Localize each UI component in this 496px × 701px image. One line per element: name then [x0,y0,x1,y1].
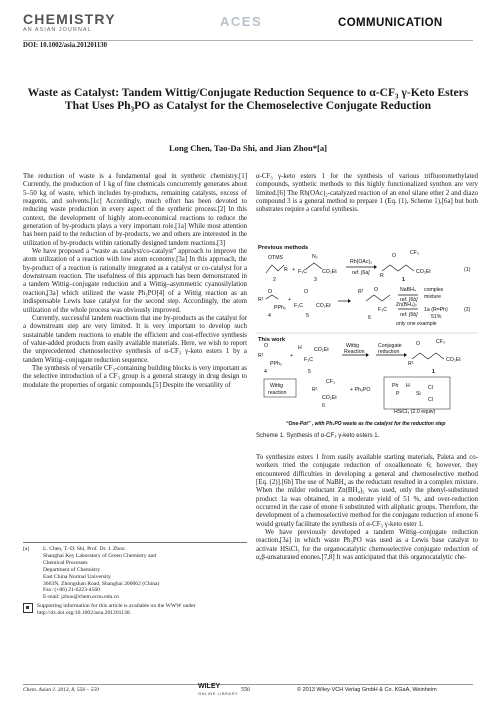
compound-number: 5 [308,369,311,375]
scheme-plus: + [288,297,292,303]
scheme-label: ref. [6b] [400,297,418,303]
scheme-label: ref. [6b] [400,312,418,318]
compound-number: 2 [273,277,276,283]
scheme-label: F₃C [298,269,308,275]
scheme-label: P [396,391,400,397]
scheme-label: reduction [378,349,400,355]
body-column-right-top [256,173,478,215]
scheme-label: O [374,287,379,293]
arrow-head [374,265,377,269]
wiley-logo[interactable]: WILEY [198,683,221,690]
footnote-marker: [a] [23,546,30,552]
scheme-label: CF₃ [326,379,336,385]
scheme-label: Wittig [270,383,283,389]
scheme-heading-this: This work [258,337,286,343]
scheme-label: F₃C [378,307,388,313]
scheme-label: Conjugate [378,343,402,349]
footnote-line: Department of Chemistry [43,566,101,573]
scheme-label: Zn(BH₄)₂ [396,302,417,308]
scheme-label: O [416,341,421,347]
compound-number: 4 [264,369,267,375]
scheme-label: R¹ [258,297,264,303]
journal-logo [23,12,163,33]
equation-number: (1) [464,267,471,273]
scheme-label: PPh₃ [270,361,282,367]
paragraph: The reduction of waste is a fundamental goal in synthetic chemistry.[1] Currently, the production of 1 kg of fine chemicals concurrently generates about 5–50 kg of waste, which includes by-products, remaining catalysts, excess of reagents, and solvents.[1c] Accordingly, much effort has been devoted to reducing waste production in every aspect of the synthetic process.[2] In this context, the development of highly atom-economical reactions to reduce the generation of by-products plays a very important role.[1a] While most attention has been paid to the reduction of by-products, we and others are interested in the utilization of by-products within rationally designed tandem reactions.[3] [23,173,247,247]
journal-name: CHEMISTRY [23,11,116,27]
footnote-line: Shanghai Key Laboratory of Green Chemistry and [43,552,157,559]
compound-number: 1 [432,369,435,375]
scheme-label: mixture [424,294,442,300]
header-rule [23,40,473,41]
journal-subtitle: AN ASIAN JOURNAL [23,27,92,33]
compound-number: 1 [402,277,405,283]
scheme-label: only one example [396,321,437,327]
scheme-label: N₂ [312,254,318,260]
structure-bond [266,295,278,299]
doi[interactable]: DOI: 10.1002/asia.201201130 [23,42,108,49]
scheme-label: R [380,273,384,279]
aces-logo: ACES [220,14,263,29]
supporting-info [23,603,247,617]
compound-number: 4 [268,313,271,319]
structure-bond [382,265,414,271]
structure-bond [366,295,390,301]
scheme-label: ref. [6a] [352,270,370,276]
scheme-label: CO₂Et [446,357,461,363]
scheme-label: R¹ [358,289,364,295]
paragraph: To synthesize esters 1 from easily available starting materials, Paleta and co-workers tried the conjugate reduction of oxoalkenoate 6; however, they encountered difficulties in developing a general and chemoselective method [Eq. (2)].[6b] The use of NaBH₄ as the reductant resulted in a complex mixture. When the milder reductant Zn(BH₄)₂ was used, only the phenyl-substituted product 1a was obtained, in a moderate yield of 51 %, and over-reduction occurred in the case of enone 6 substituted with aliphatic groups. Therefore, the development of a chemoselective method for the conjugate reduction of enone 6 would greatly facilitate the synthesis of α-CF₃ γ-keto ester 1. [256,454,478,528]
footer-copyright: © 2013 Wiley-VCH Verlag GmbH & Co. KGaA, Weinheim [297,687,437,693]
scheme-graphic [256,241,478,429]
footnote-rule [23,542,247,543]
structure-bond [306,263,322,269]
scheme-label: O [392,253,397,259]
scheme-label: F₃C [294,303,304,309]
arrow-head [404,353,407,357]
supporting-info-text[interactable]: Supporting information for this article is available on the WWW under http://dx.doi.org/10.1002/asia.201201130. [37,603,196,617]
scheme-onepot-note: “One-Pot” , with Ph₃PO waste as the catalyst for the reduction step [286,421,446,427]
footnote [23,546,247,617]
wiley-logo-subtitle: ONLINE LIBRARY [198,691,239,696]
equation-number: (2) [464,307,471,313]
page-number: 556 [241,687,250,693]
paragraph: α-CF₃ γ-keto esters 1 for the synthesis of various trifluoromethylated compounds, synthetic methods to this highly functionalized synthon are very limited.[6] The Rh(OAc)₂-catalyzed reaction of an enol silane ether 2 and diazo compound 3 is a general method to prepare 1 (Eq. (1), Scheme 1),[6a] but both substrates require a careful synthesis. [256,173,478,214]
scheme-label: F₃C [304,357,314,363]
footnote-line: Chemical Processes [43,559,88,566]
compound-number: 6 [322,403,325,409]
scheme-1 [256,241,478,429]
scheme-label: CO₂Et [316,303,331,309]
scheme-label: CO₂Et [314,347,329,353]
scheme-label: O [264,343,269,349]
scheme-label: Ph [392,383,399,389]
paragraph: We have previously developed a tandem Wittig–conjugate reduction reaction,[3a] in which waste Ph₃PO was used as a Lewis base catalyst to activate HSiCl₃ for the organocatalytic chemoselective conjugate reduction of α,β-unsaturated enones.[7,8] It was anticipated that this organocatalytic che- [256,529,478,562]
scheme-label: CO₂Et [322,395,337,401]
article-title: Waste as Catalyst: Tandem Wittig/Conjugate Reduction Sequence to α-CF₃ γ-Keto Esters That Uses Ph₃PO as Catalyst for the Chemoselective Conjugate Reduction [27,86,469,112]
arrow-head [366,353,369,357]
body-column-left [23,173,247,390]
scheme-label: Cl [428,385,433,391]
scheme-label: Rh(OAc)₂ [350,259,373,265]
scheme-label: CO₂Et [322,269,337,275]
footnote-line: 3663N, Zhongshan Road, Shanghai 200062 (China) [43,580,160,587]
scheme-label: HSiCl₃ (2.0 equiv) [394,409,436,415]
scheme-label: Wittig [346,343,359,349]
scheme-label: OTMS [268,255,283,261]
scheme-label: O [304,289,309,295]
structure-bond [266,265,284,273]
paragraph: Currently, successful tandem reactions that use by-products as the catalyst for a downstream step are very limited. It is very important to develop such sustainable tandem reactions to enable the efficient and cost-effective synthesis of value-added products from easily available materials. Here, we wish to report the unprecedented chemoselective synthesis of α-CF₃ γ-keto esters 1 by a tandem Wittig–conjugate reduction sequence. [23,314,247,364]
scheme-label: PPh₃ [274,305,286,311]
scheme-label: reaction [268,390,287,396]
scheme-label: R¹ [312,387,318,393]
scheme-label: CO₂Et [416,269,431,275]
scheme-plus: + [292,267,296,273]
author-list: Long Chen, Tao-Da Shi, and Jian Zhou*[a] [168,143,328,153]
scheme-label: CF₃ [436,339,446,345]
footer-citation-text: Chem. Asian J. 2013, 8, 556 – 559 [23,687,99,693]
scheme-label: R [284,267,288,273]
scheme-heading-previous: Previous methods [258,245,309,251]
supporting-info-icon [23,603,33,613]
scheme-label: R¹ [408,361,414,367]
scheme-label: Cl [428,397,433,403]
footnote-line: East China Normal University [43,573,111,580]
footnote-line: L. Chen, T.-D. Shi, Prof. Dr. J. Zhou [43,546,125,552]
scheme-label: complex [424,287,444,293]
scheme-label: R¹ [258,353,264,359]
footnote-email[interactable]: E-mail: jzhou@chem.ecnu.edu.cn [43,594,119,601]
compound-number: 3 [314,277,317,283]
section-label: COMMUNICATION [338,17,443,29]
scheme-label: Si [416,391,421,397]
structure-bond [412,353,444,359]
scheme-label: H [298,345,302,351]
scheme-label: 1a (R=Ph) [424,307,448,313]
scheme-caption: Scheme 1. Synthesis of α-CF₃ γ-keto esters 1. [256,433,380,439]
scheme-plus: + [290,353,294,359]
scheme-label: + Ph₃PO [350,387,371,393]
body-column-right-bottom [256,454,478,562]
scheme-label: CF₃ [410,250,420,256]
footer-rule [23,684,473,685]
footer-citation [23,687,99,693]
scheme-label: NaBH₄ [400,287,416,293]
footnote-line: Fax: (+86) 21-6223-4560 [43,587,100,594]
scheme-label: H [406,383,410,389]
compound-number: 6 [368,315,371,321]
scheme-label: 51% [431,314,442,320]
scheme-label: O [268,289,273,295]
scheme-label: Reaction [344,349,365,355]
compound-number: 5 [306,313,309,319]
paragraph: The synthesis of versatile CF₃-containing building blocks is very important as the selective introduction of a CF₃ group is a general strategy in drug design to modulate the properties of organic compounds.[5] Despite the versatility of [23,364,247,389]
arrow-head [348,299,351,303]
paragraph: We have proposed a “waste as catalyst/co-catalyst” approach to improve the atom utilization of a reaction with low atom economy.[3a] In this approach, the by-product of a reaction is rationally integrated as a catalyst or co-catalyst for a downstream reaction. The usefulness of this approach has been demonstrated in a tandem Wittig–conjugate reduction and a Wittig–asymmetric cyanosilylation reaction,[3a] which utilized the waste Ph₃PO[4] of a Wittig reaction as an indispensable Lewis base catalyst for the second step. Accordingly, the atom utilization of the whole process was obviously improved. [23,248,247,314]
